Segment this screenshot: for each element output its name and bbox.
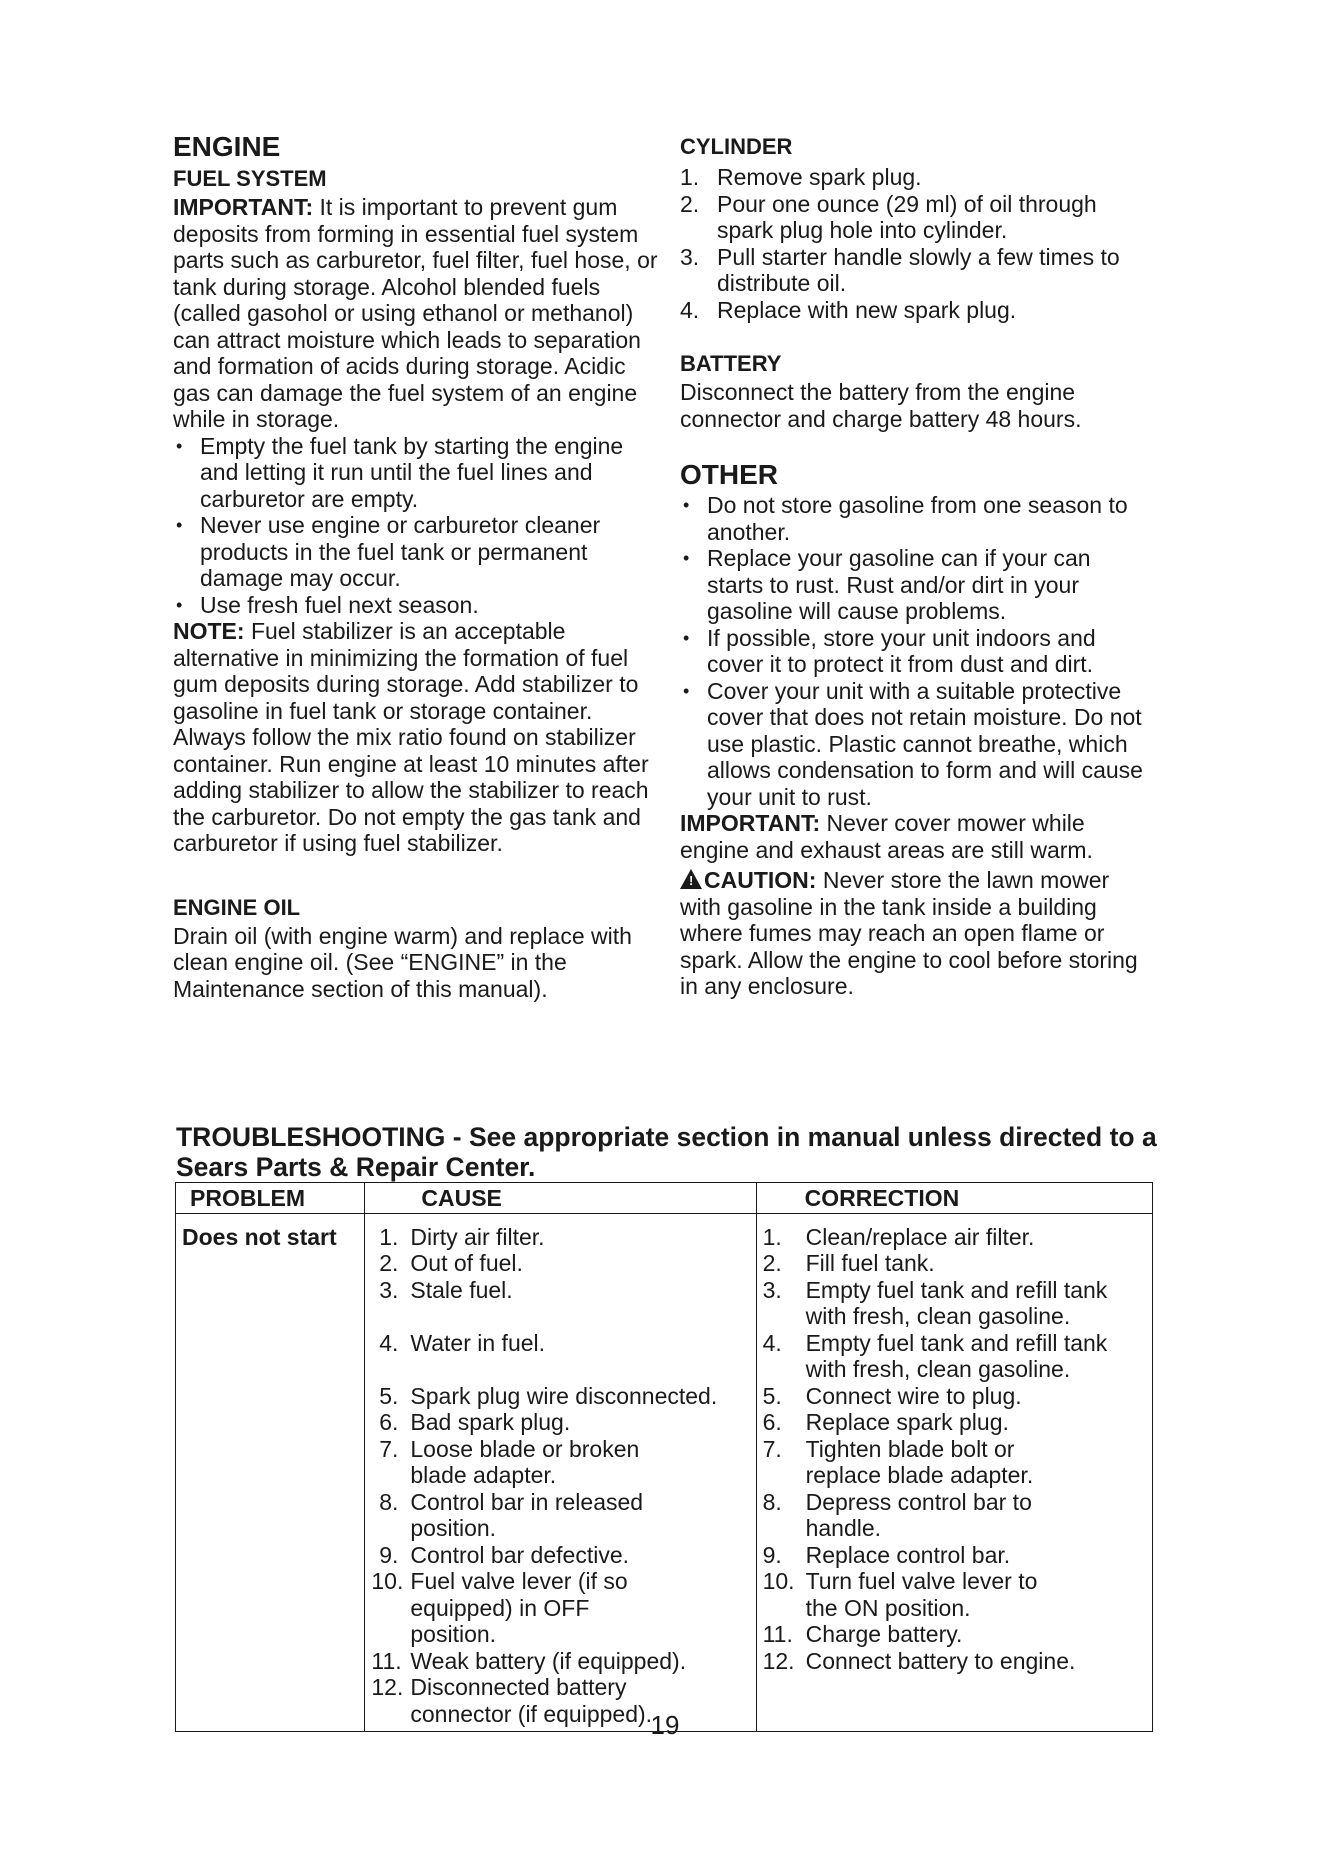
battery-heading: BATTERY: [680, 351, 782, 376]
fuel-system-heading: FUEL SYSTEM: [173, 166, 327, 191]
list-item: 3. Pull starter handle slowly a few times to distribute oil.: [680, 243, 1120, 296]
list-item: 2. Fill fuel tank.: [762, 1250, 935, 1276]
other-bullet-list: [680, 492, 1150, 810]
list-item: 7. Loose blade or broken blade adapter.: [379, 1435, 640, 1488]
important-text: It is important to prevent gum deposits from forming in essential fuel system parts such as carburetor, fuel filter, fuel hose, or tank during storage. Alcohol blended fuels (called gasohol or using ethanol or methanol) can attract moisture which leads to separation and formation of acids during storage. Acidic gas can damage the fuel system of an engine while in storage.: [173, 194, 658, 432]
other-important-paragraph: [680, 810, 1150, 863]
list-item: 3. Empty fuel tank and refill tank with fresh, clean gasoline.: [762, 1276, 1108, 1329]
list-item: 6. Replace spark plug.: [762, 1409, 1009, 1435]
list-item: 8. Depress control bar to handle.: [762, 1488, 1032, 1541]
list-item: 7. Tighten blade bolt or replace blade adapter.: [762, 1435, 1034, 1488]
problem-cell: Does not start: [176, 1213, 365, 1732]
list-item: • If possible, store your unit indoors and cover it to protect it from dust and dirt.: [680, 625, 1150, 678]
list-item: 1. Clean/replace air filter.: [762, 1223, 1035, 1250]
troubleshooting-table: [175, 1182, 1153, 1732]
troubleshooting-title: TROUBLESHOOTING - See appropriate section in manual unless directed to a Sears Parts & Repair Center.: [176, 1122, 1157, 1182]
engine-heading: ENGINE: [173, 131, 281, 162]
list-item: 5. Connect wire to plug.: [762, 1382, 1022, 1409]
caution-text: Never store the lawn mower with gasoline in the tank inside a building where fumes may reach an open flame or spark. Allow the engine to cool before storing in any enclosure.: [680, 867, 1138, 999]
list-item: 3. Stale fuel.: [379, 1276, 513, 1303]
list-item: 2. Out of fuel.: [379, 1250, 523, 1276]
important-text: Never cover mower while engine and exhaust areas are still warm.: [680, 810, 1093, 863]
note-label: NOTE:: [173, 618, 245, 644]
fuel-bullet-list: [173, 433, 658, 619]
caution-label: CAUTION:: [704, 867, 817, 893]
important-label: IMPORTANT:: [680, 810, 821, 836]
list-item: 4. Replace with new spark plug.: [680, 296, 1017, 323]
cylinder-steps: [680, 164, 1150, 323]
correction-header: CORRECTION: [756, 1183, 1152, 1214]
warning-triangle-icon: !: [680, 869, 702, 889]
important-label: IMPORTANT:: [173, 194, 314, 220]
list-item: 8. Control bar in released position.: [379, 1488, 644, 1541]
list-item: • Empty the fuel tank by starting the engine and letting it run until the fuel lines and carburetor are empty.: [173, 433, 658, 513]
list-item: 9. Replace control bar.: [762, 1541, 1011, 1568]
list-item: 10. Turn fuel valve lever to the ON position.: [762, 1568, 1038, 1621]
list-item: 4. Water in fuel.: [379, 1329, 546, 1356]
list-item: 10. Fuel valve lever (if so equipped) in OFF position.: [371, 1568, 628, 1647]
other-heading: OTHER: [680, 459, 778, 490]
list-item: 9. Control bar defective.: [379, 1541, 630, 1568]
engine-oil-heading: ENGINE OIL: [173, 894, 301, 920]
list-item: 11. Weak battery (if equipped).: [371, 1647, 687, 1674]
list-item: 4. Empty fuel tank and refill tank with fresh, clean gasoline.: [762, 1329, 1108, 1382]
list-item: 1. Remove spark plug.: [680, 164, 922, 190]
problem-header: PROBLEM: [176, 1183, 365, 1214]
cause-list: [371, 1224, 749, 1728]
list-item: 6. Bad spark plug.: [379, 1409, 571, 1435]
cause-header: CAUSE: [365, 1183, 756, 1214]
right-column: [680, 130, 1150, 1000]
caution-paragraph: [680, 867, 1150, 1000]
note-paragraph: [173, 618, 658, 857]
left-column: [173, 130, 658, 1002]
table-row: [176, 1213, 1153, 1732]
correction-list: [763, 1224, 1146, 1675]
list-item: 11. Charge battery.: [762, 1621, 963, 1647]
list-item: 2. Pour one ounce (29 ml) of oil through spark plug hole into cylinder.: [680, 190, 1097, 243]
list-item: • Use fresh fuel next season.: [173, 592, 658, 619]
list-item: 12. Connect battery to engine.: [762, 1647, 1076, 1674]
cause-cell: [365, 1213, 756, 1732]
list-item: • Cover your unit with a suitable protective cover that does not retain moisture. Do not use plastic. Plastic cannot breathe, which allows condensation to form and will cause your unit to rust.: [680, 678, 1150, 811]
table-header-row: [176, 1183, 1153, 1214]
list-item: • Replace your gasoline can if your can starts to rust. Rust and/or dirt in your gasoline will cause problems.: [680, 545, 1150, 625]
list-item: 12. Disconnected battery connector (if equipped).: [371, 1674, 653, 1727]
battery-text: Disconnect the battery from the engine connector and charge battery 48 hours.: [680, 379, 1082, 432]
correction-cell: [756, 1213, 1152, 1732]
note-text: Fuel stabilizer is an acceptable alternative in minimizing the formation of fuel gum deposits during storage. Add stabilizer to gasoline in fuel tank or storage container. Always follow the mix ratio found on stabilizer container. Run engine at least 10 minutes after adding stabilizer to allow the stabilizer to reach the carburetor. Do not empty the gas tank and carburetor if using fuel stabilizer.: [173, 618, 649, 856]
fuel-important-paragraph: [173, 194, 658, 433]
engine-oil-text: Drain oil (with engine warm) and replace with clean engine oil. (See “ENGINE” in the Maintenance section of this manual).: [173, 922, 632, 1002]
list-item: 1. Dirty air filter.: [379, 1223, 545, 1250]
page-number: 19: [650, 1710, 680, 1740]
cylinder-heading: CYLINDER: [680, 134, 793, 159]
list-item: 5. Spark plug wire disconnected.: [379, 1382, 718, 1409]
list-item: • Do not store gasoline from one season to another.: [680, 492, 1150, 545]
list-item: • Never use engine or carburetor cleaner products in the fuel tank or permanent damage may occur.: [173, 512, 658, 592]
